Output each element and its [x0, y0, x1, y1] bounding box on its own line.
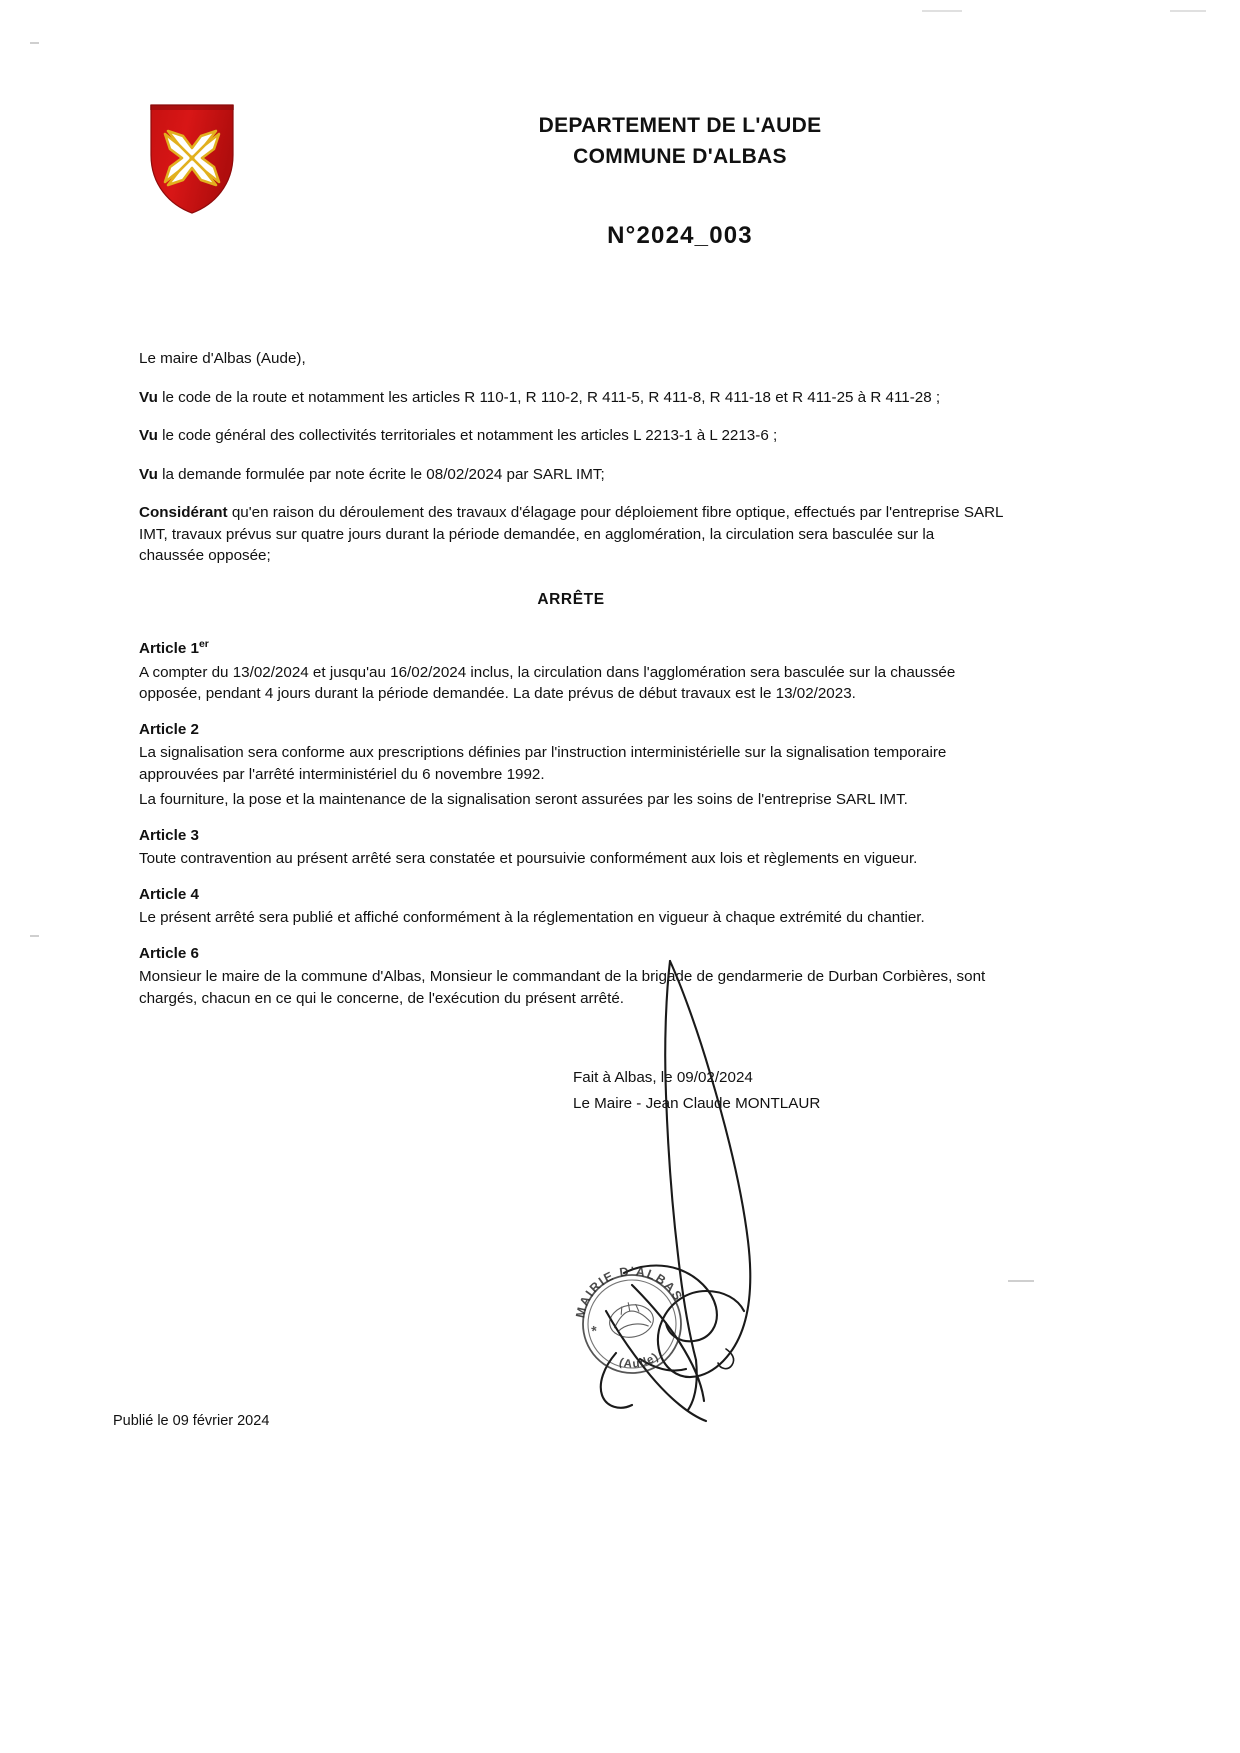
- article-1: [139, 634, 1003, 705]
- document-number: N°2024_003: [607, 222, 753, 249]
- intro-line: Le maire d'Albas (Aude),: [139, 350, 306, 367]
- official-stamp: [565, 1255, 700, 1390]
- article-2: [139, 719, 1003, 811]
- vu-lead-1: Vu: [139, 388, 158, 406]
- article-3-text: Toute contravention au présent arrêté sera constatée et poursuivie conformément aux lois et règlements en vigueur.: [139, 850, 918, 868]
- vu-text-1: le code de la route et notamment les articles R 110-1, R 110-2, R 411-5, R 411-8, R 411-18 et R 411-25 à R 411-28 ;: [157, 388, 941, 406]
- signature-signer: Le Maire - Jean Claude MONTLAUR: [573, 1095, 821, 1112]
- article-2-title: Article 2: [139, 720, 199, 738]
- vu-clause-3: [139, 464, 1003, 486]
- vu-clause-2: [139, 425, 1003, 447]
- article-2-text: La signalisation sera conforme aux prescriptions définies par l'instruction interministérielle sur la signalisation temporaire approuvées par l'arrêté interministériel du 6 novembre 1992.: [139, 744, 947, 783]
- commune-name: COMMUNE D'ALBAS: [573, 145, 787, 168]
- publication-footer: Publié le 09 février 2024: [113, 1413, 270, 1429]
- considerant-clause: [139, 502, 1003, 567]
- signature-place-date: Fait à Albas, le 09/02/2024: [573, 1069, 753, 1086]
- document-body: [139, 348, 1003, 1013]
- article-4-title: Article 4: [139, 885, 199, 903]
- scan-artifact: [30, 42, 39, 44]
- article-3: [139, 825, 1003, 870]
- vu-lead-3: Vu: [139, 465, 158, 483]
- svg-text:(Aude): (Aude): [617, 1350, 662, 1371]
- vu-clause-1: [139, 387, 1003, 409]
- department-name: DEPARTEMENT DE L'AUDE: [538, 114, 822, 137]
- article-3-title: Article 3: [139, 826, 199, 844]
- article-1-title: [139, 634, 1003, 660]
- signature-block: [573, 1065, 993, 1117]
- handwritten-signature: [520, 955, 850, 1475]
- svg-text:MAIRIE D'ALBAS: MAIRIE D'ALBAS: [573, 1264, 686, 1320]
- article-1-text: A compter du 13/02/2024 et jusqu'au 16/02/2024 inclus, la circulation dans l'agglomération sera basculée sur la chaussée opposée, pendant 4 jours durant la période demandée. La date prévus de début travaux est le 13/02/2023.: [139, 663, 956, 703]
- scan-artifact: [922, 10, 962, 12]
- article-6-title: Article 6: [139, 944, 199, 962]
- considerant-lead: Considérant: [139, 504, 228, 521]
- page-title: [300, 110, 1060, 172]
- article-6-text: Monsieur le maire de la commune d'Albas, Monsieur le commandant de la brigade de gendarmerie de Durban Corbières, sont chargés, chacun en ce qui le concerne, de l'exécution du présent arrêté.: [139, 968, 986, 1007]
- article-1-title-text: Article 1: [139, 640, 199, 658]
- article-4: [139, 884, 1003, 929]
- considerant-text: qu'en raison du déroulement des travaux d'élagage pour déploiement fibre optique, effectués par l'entreprise SARL IMT, travaux prévus sur quatre jours durant la période demandée, en agglomération, la circulation sera basculée sur la chaussée opposée;: [139, 504, 1003, 564]
- vu-text-3: la demande formulée par note écrite le 08/02/2024 par SARL IMT;: [157, 465, 605, 483]
- arrete-heading: ARRÊTE: [537, 590, 605, 608]
- vu-lead-2: Vu: [139, 427, 158, 444]
- vu-text-2: le code général des collectivités territoriales et notamment les articles L 2213-1 à L 2213-6 ;: [157, 427, 778, 444]
- scan-artifact: [30, 935, 39, 937]
- coat-of-arms-icon: [148, 103, 236, 215]
- article-2-text-2: La fourniture, la pose et la maintenance de la signalisation seront assurées par les soins de l'entreprise SARL IMT.: [139, 791, 908, 809]
- article-1-title-suffix: er: [198, 638, 209, 650]
- article-6: [139, 943, 1003, 1010]
- scan-artifact: [1008, 1280, 1034, 1282]
- svg-text:*: *: [590, 1322, 599, 1339]
- article-4-text: Le présent arrêté sera publié et affiché conformément à la réglementation en vigueur à chaque extrémité du chantier.: [139, 909, 925, 927]
- scan-artifact: [1170, 10, 1206, 12]
